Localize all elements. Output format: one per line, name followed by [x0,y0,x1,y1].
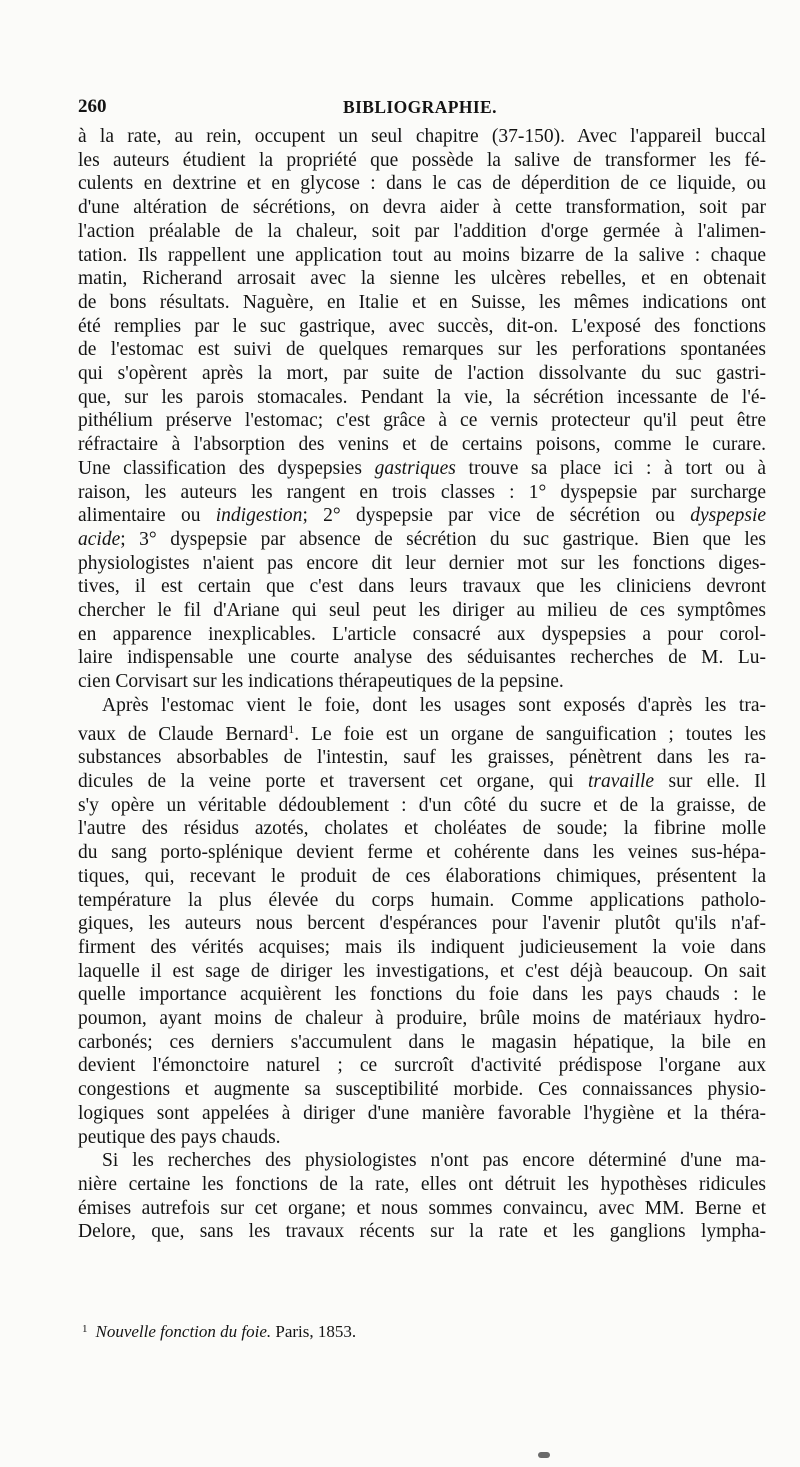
line-text: Après l'estomac vient le foie, dont les usages sont exposés d'après les tra- [102,694,766,716]
italic-term: indigestion [215,505,303,527]
line-text: congestions et augmente sa susceptibilité morbide. Ces connaissances physio- [78,1079,766,1101]
text-line [78,1078,766,1102]
line-text-after: ; 2° dyspepsie par vice de sécrétion ou [302,505,675,527]
line-text: Si les recherches des physiologistes n'ont pas encore déterminé d'une ma- [102,1150,766,1172]
line-text: été remplies par le suc gastrique, avec succès, dit-on. L'exposé des fonctions [78,315,766,337]
line-text: que, sur les parois stomacales. Pendant la vie, la sécrétion incessante de l'é- [78,386,766,408]
text-line [78,599,766,623]
text-line [78,646,766,670]
text-line [78,244,766,268]
text-line [78,1197,766,1221]
text-line [78,889,766,913]
line-text: physiologistes n'aient pas encore dit leur dernier mot sur les fonctions diges- [78,552,766,574]
text-line [78,291,766,315]
line-text: alimentaire ou [78,505,201,527]
text-line [78,362,766,386]
text-line [78,960,766,984]
line-text: en apparence inexplicables. L'article consacré aux dyspepsies a pour corol- [78,623,766,645]
text-line [78,936,766,960]
text-line [78,623,766,647]
line-text: tiques, qui, recevant le produit de ces élaborations chimiques, présentent la [78,865,766,887]
line-text: giques, les auteurs nous bercent d'espérances pour l'avenir plutôt qu'ils n'af- [78,913,766,935]
line-text-after: sur elle. Il [668,770,767,792]
line-text: nière certaine les fonctions de la rate, elles ont détruit les hypothèses ridicules [78,1173,766,1195]
text-line [78,1126,766,1150]
line-text: dicules de la veine porte et traversent cet organe, qui [78,770,574,792]
line-text: logiques sont appelées à diriger d'une manière favorable l'hygiène et la théra- [78,1102,766,1124]
text-line [78,338,766,362]
line-text: laquelle il est sage de diriger les investigations, et c'est déjà beaucoup. On sait [78,960,766,982]
line-text: de l'estomac est suivi de quelques remarques sur les perforations spontanées [78,339,766,361]
italic-term: travaille [588,770,655,792]
text-line [78,694,766,718]
text-line [78,1007,766,1031]
text-line [78,746,766,770]
text-line [78,912,766,936]
text-line [78,552,766,576]
text-line [78,1173,766,1197]
text-line [78,670,766,694]
line-text: carbonés; ces derniers s'accumulent dans le magasin hépatique, la bile en [78,1031,766,1053]
text-line [78,841,766,865]
line-text: qui s'opèrent après la mort, par suite de l'action dissolvante du suc gastri- [78,363,766,385]
italic-term: acide [78,528,121,550]
text-line [78,457,766,481]
line-text: quelle importance acquièrent les fonctions du foie dans les pays chauds : le [78,984,766,1006]
text-line [78,315,766,339]
footnote-title: Nouvelle fonction du foie. [95,1322,272,1341]
line-text: réfractaire à l'absorption des venins et de certains poisons, comme le curare. [78,434,766,456]
text-line [78,125,766,149]
line-text-after: ; 3° dyspepsie par absence de sécrétion du suc gastrique. Bien que les [120,528,766,550]
line-text: culents en dextrine et en glycose : dans le cas de déperdition de ce liquide, ou [78,173,766,195]
line-text: d'une altération de sécrétions, on devra aider à cette transformation, soit par [78,197,766,219]
line-text: température la plus élevée du corps humain. Comme applications patholo- [78,889,766,911]
footnote [78,1322,766,1342]
page-header [0,96,800,122]
text-line [78,817,766,841]
line-text: laire indispensable une courte analyse des séduisantes recherches de M. Lu- [78,647,766,669]
line-text-after: . Le foie est un organe de sanguification ; toutes les [294,723,766,745]
text-line [78,575,766,599]
text-line [78,196,766,220]
line-text: à la rate, au rein, occupent un seul chapitre (37-150). Avec l'appareil buccal [78,126,766,147]
italic-term: gastriques [374,457,456,479]
text-line [78,1054,766,1078]
text-line [78,409,766,433]
line-text: chercher le fil d'Ariane qui seul peut les diriger au milieu de ces symptômes [78,600,766,622]
text-line [78,1149,766,1173]
line-text: Une classification des dyspepsies [78,457,362,479]
line-text: les auteurs étudient la propriété que possède la salive de transformer les fé- [78,149,766,171]
line-text: de bons résultats. Naguère, en Italie et en Suisse, les mêmes indications ont [78,291,766,313]
line-text: du sang porto-splénique devient ferme et cohérente dans les veines sus-hépa- [78,842,766,864]
line-text: vaux de Claude Bernard [78,723,289,745]
line-text: firment des vérités acquises; mais ils indiquent judicieusement la voie dans [78,936,766,958]
body-text [78,125,766,1244]
text-line [78,172,766,196]
line-text: devient l'émonctoire naturel ; ce surcroît d'activité prédispose l'organe aux [78,1055,766,1077]
text-line [78,149,766,173]
text-line [78,220,766,244]
line-text: poumon, ayant moins de chaleur à produire, brûle moins de matériaux hydro- [78,1008,766,1030]
text-line [78,481,766,505]
line-text: peutique des pays chauds. [78,1126,281,1148]
footnote-publication: Paris, 1853. [275,1322,357,1341]
line-text: émises autrefois sur cet organe; et nous sommes convaincu, avec MM. Berne et [78,1197,766,1219]
page-number: 260 [78,96,107,117]
line-text: raison, les auteurs les rangent en trois classes : 1° dyspepsie par surcharge [78,481,766,503]
line-text: pithélium préserve l'estomac; c'est grâce à ce vernis protecteur qu'il peut être [78,410,766,432]
text-line [78,1102,766,1126]
line-text: matin, Richerand arrosait avec la sienne les ulcères rebelles, et en obtenait [78,268,766,290]
text-line [78,794,766,818]
line-text: substances absorbables de l'intestin, sauf les graisses, pénètrent dans les ra- [78,747,766,769]
line-text-after: trouve sa place ici : à tort ou à [468,457,766,479]
line-text: s'y opère un véritable dédoublement : d'un côté du sucre et de la graisse, de [78,794,766,816]
text-line [78,267,766,291]
line-text: cien Corvisart sur les indications thérapeutiques de la pepsine. [78,671,564,693]
text-line [78,1220,766,1244]
line-text: l'action préalable de la chaleur, soit par l'addition d'orge germée à l'alimen- [78,220,766,242]
scan-speck [538,1452,550,1458]
text-line [78,718,766,747]
italic-term: dyspepsie [690,505,767,527]
text-line [78,1031,766,1055]
text-line [78,983,766,1007]
text-line [78,504,766,528]
text-line [78,386,766,410]
footnote-ref: 1 [288,721,295,736]
text-line [78,770,766,794]
line-text: l'autre des résidus azotés, cholates et choléates de soude; la fibrine molle [78,818,766,840]
line-text: tives, il est certain que c'est dans leurs travaux que les cliniciens devront [78,576,766,598]
footnote-mark: 1 [82,1323,88,1335]
text-line [78,865,766,889]
running-title: BIBLIOGRAPHIE. [343,97,497,117]
text-line [78,433,766,457]
line-text: tation. Ils rappellent une application tout au moins bizarre de la salive : chaque [78,244,766,266]
text-line [78,528,766,552]
line-text: Delore, que, sans les travaux récents sur la rate et les ganglions lympha- [78,1221,766,1243]
